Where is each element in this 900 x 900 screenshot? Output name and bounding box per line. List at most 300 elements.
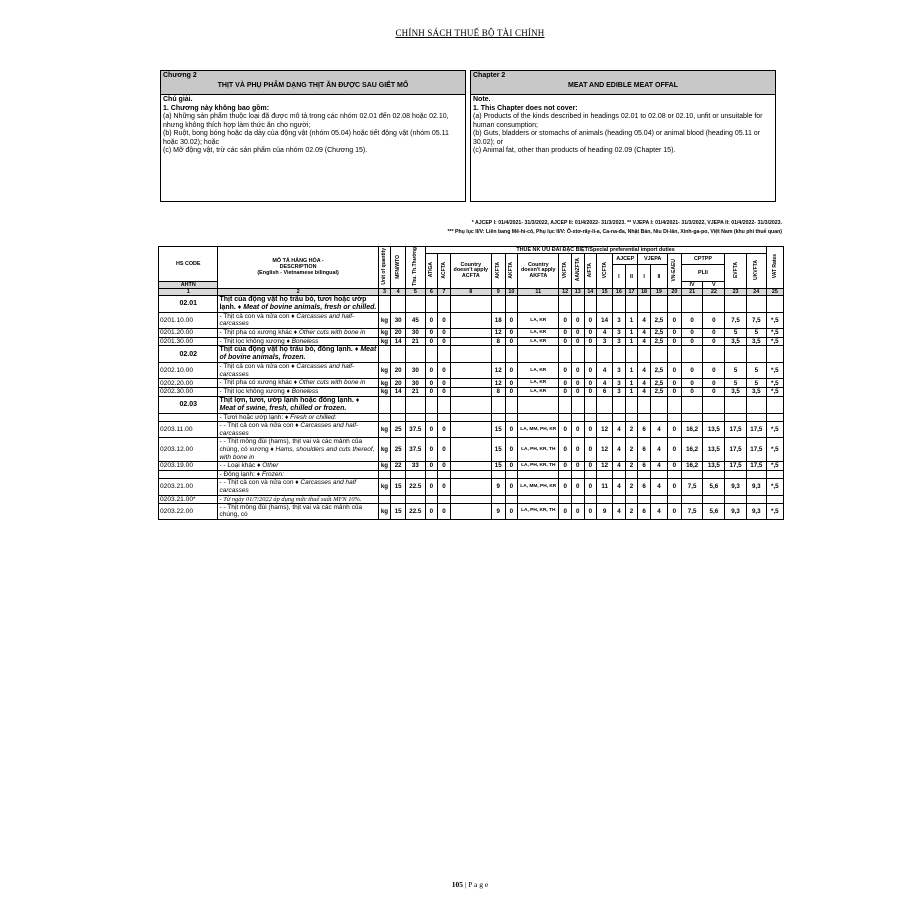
duty-cell: 7,5: [681, 479, 703, 495]
duty-cell: 2,5: [650, 337, 667, 346]
duty-cell: 0: [559, 312, 572, 328]
duty-cell: 4: [638, 388, 651, 397]
description-header: MÔ TẢ HÀNG HÓA - DESCRIPTION (English - Vietnamese bilingual): [218, 247, 378, 289]
duty-cell: 0: [425, 503, 438, 519]
duty-cell: *,5: [766, 422, 783, 438]
duty-cell: 0: [438, 337, 451, 346]
duty-cell: 13,5: [703, 422, 725, 438]
description-en: Hams, shoulders and cuts thereof, with bone in: [219, 445, 375, 461]
duty-cell: [491, 470, 505, 479]
duty-cell: [746, 396, 766, 413]
duty-cell: 12: [491, 379, 505, 388]
vkfta-header: VKFTA: [562, 261, 569, 279]
note-line: 1. Chương này không bao gồm:: [163, 104, 270, 112]
duty-cell: 2: [625, 422, 638, 438]
duty-cell: 4: [613, 422, 626, 438]
duty-cell: 20: [391, 329, 406, 338]
duty-cell: 6: [638, 503, 651, 519]
description-cell: Thịt lợn, tươi, ướp lạnh hoặc đông lạnh. ♦ Meat of swine, fresh, chilled or frozen.: [218, 396, 378, 413]
column-number: 9: [491, 288, 505, 295]
table-row: [159, 329, 784, 338]
duty-cell: 3: [613, 329, 626, 338]
duty-cell: [613, 295, 626, 312]
duty-cell: [559, 413, 572, 422]
duty-cell: [438, 470, 451, 479]
column-number: 22: [703, 288, 725, 295]
duty-cell: [766, 413, 783, 422]
duty-cell: [650, 346, 667, 363]
duty-cell: [406, 470, 425, 479]
duty-cell: [571, 346, 584, 363]
duty-cell: [746, 346, 766, 363]
chapter-title: MEAT AND EDIBLE MEAT OFFAL: [568, 81, 678, 89]
duty-cell: [725, 295, 747, 312]
duty-cell: [597, 346, 613, 363]
tariff-table-body: [159, 295, 784, 519]
country-akfta-header: Country doesn't apply AKFTA: [518, 254, 559, 289]
description-cell: - Thịt lọc không xương ♦ Boneless: [218, 337, 378, 346]
table-row: [159, 379, 784, 388]
duty-cell: [766, 396, 783, 413]
duty-cell: 3: [613, 312, 626, 328]
duty-cell: [584, 396, 597, 413]
duty-cell: 15: [491, 462, 505, 471]
duty-cell: 0: [425, 438, 438, 462]
duty-cell: kg: [378, 379, 391, 388]
document-page: [152, 22, 788, 894]
duty-cell: [681, 295, 703, 312]
duty-cell: [681, 346, 703, 363]
hs-code-header: HS CODE: [159, 247, 218, 282]
duty-cell: 1: [625, 312, 638, 328]
duty-cell: [438, 495, 451, 503]
description-en: Meat of bovine animals, frozen.: [219, 346, 377, 362]
duty-cell: [406, 295, 425, 312]
duty-cell: [766, 346, 783, 363]
duty-cell: *,5: [766, 503, 783, 519]
duty-cell: [518, 346, 559, 363]
ajcep-ii-header: II: [625, 265, 638, 289]
description-en: Boneless: [291, 388, 319, 395]
duty-cell: 16,2: [681, 438, 703, 462]
duty-cell: 0: [668, 329, 682, 338]
duty-cell: 0: [505, 337, 518, 346]
duty-cell: [597, 295, 613, 312]
duty-cell: 21: [406, 337, 425, 346]
duty-cell: 22: [391, 462, 406, 471]
description-vi: - - Loại khác: [219, 462, 256, 470]
duty-cell: 4: [638, 363, 651, 379]
description-vi: - Đông lạnh:: [219, 470, 255, 478]
duty-cell: LA, PH, KR, TH: [518, 462, 559, 471]
hs-code-cell: 02.01: [159, 295, 218, 312]
duty-cell: 0: [438, 388, 451, 397]
column-number: 2: [218, 288, 378, 295]
vcfta-header: VCFTA: [601, 261, 608, 279]
table-row: [159, 337, 784, 346]
duty-cell: [650, 396, 667, 413]
duty-cell: [650, 295, 667, 312]
duty-cell: [625, 396, 638, 413]
hs-code-cell: 0202.30.00: [159, 388, 218, 397]
duty-cell: [559, 346, 572, 363]
duty-cell: 4: [597, 379, 613, 388]
akfta2-header: AKFTA: [508, 261, 515, 279]
table-row: [159, 413, 784, 422]
duty-cell: [571, 295, 584, 312]
duty-cell: 0: [438, 462, 451, 471]
duty-cell: [406, 396, 425, 413]
duty-cell: 5: [746, 329, 766, 338]
duty-cell: 4: [638, 379, 651, 388]
duty-cell: [406, 413, 425, 422]
column-number: 12: [559, 288, 572, 295]
column-number: 4: [391, 288, 406, 295]
duty-cell: 9: [491, 479, 505, 495]
duty-cell: [391, 470, 406, 479]
duty-cell: 0: [425, 337, 438, 346]
vjepa-header: VJEPA: [638, 254, 668, 265]
table-row: [159, 503, 784, 519]
table-row: [159, 312, 784, 328]
duty-cell: 0: [425, 479, 438, 495]
duty-cell: 0: [703, 329, 725, 338]
table-row: [159, 346, 784, 363]
duty-cell: 0: [559, 379, 572, 388]
duty-cell: LA, MM, PH, KR: [518, 479, 559, 495]
duty-cell: [450, 479, 491, 495]
duty-cell: [681, 396, 703, 413]
duty-cell: 0: [668, 422, 682, 438]
duty-cell: [505, 495, 518, 503]
duty-cell: [725, 413, 747, 422]
duty-cell: 0: [703, 337, 725, 346]
duty-cell: 2: [625, 503, 638, 519]
note-line: (b) Guts, bladders or stomachs of animals (heading 05.04) or animal blood (heading 05.11 or 30.02); or: [473, 130, 761, 146]
duty-cell: 25: [391, 422, 406, 438]
duty-cell: [597, 413, 613, 422]
description-en: Meat of bovine animals, fresh or chilled.: [243, 303, 377, 311]
table-row: [159, 495, 784, 503]
table-row: [159, 388, 784, 397]
duty-cell: LA, PH, KR, TH: [518, 438, 559, 462]
duty-cell: [681, 413, 703, 422]
duty-cell: [597, 495, 613, 503]
description-vi: Thịt của động vật họ trâu bò, đông lạnh.: [219, 346, 353, 354]
duty-cell: [703, 396, 725, 413]
duty-cell: 0: [584, 479, 597, 495]
hs-code-cell: 0201.20.00: [159, 329, 218, 338]
note-line: (b) Ruột, bong bóng hoặc dạ dày của động vật (nhóm 05.04) hoặc tiết động vật (nhóm 05.11 hoặc 30.02); hoặc: [163, 130, 449, 146]
duty-cell: [613, 396, 626, 413]
chapter-label: Chương 2: [163, 72, 197, 79]
duty-cell: [450, 346, 491, 363]
duty-cell: LA, KR: [518, 337, 559, 346]
duty-cell: 5: [725, 379, 747, 388]
duty-cell: *,5: [766, 438, 783, 462]
table-row: [159, 363, 784, 379]
duty-cell: 6: [638, 462, 651, 471]
chapter-box-english: [470, 70, 776, 202]
vat-header: VAT Rates: [771, 254, 778, 279]
duty-cell: [638, 470, 651, 479]
duty-cell: 2,5: [650, 388, 667, 397]
column-number: 20: [668, 288, 682, 295]
duty-cell: [668, 413, 682, 422]
thth-header: Thu. Th.Thường: [412, 247, 419, 286]
duty-cell: [505, 346, 518, 363]
duty-cell: 0: [571, 503, 584, 519]
duty-cell: 4: [613, 462, 626, 471]
duty-cell: [725, 346, 747, 363]
table-row: [159, 396, 784, 413]
duty-cell: 45: [406, 312, 425, 328]
duty-cell: [518, 470, 559, 479]
duty-cell: [425, 346, 438, 363]
tariff-table: [158, 246, 784, 520]
duty-cell: [584, 295, 597, 312]
duty-cell: 0: [584, 388, 597, 397]
duty-cell: 5: [746, 363, 766, 379]
duty-cell: 4: [650, 479, 667, 495]
duty-cell: [668, 295, 682, 312]
footnote-annex: *** Phụ lục II/V: Liên bang Mê-hi-cô, Phụ lục II/V: Ô-xtơ-rây-li-a, Ca-na-đa, Nhật Bản, Niu Di-lân, Xinh-ga-po, Việt Nam (khu phi thuế quan): [447, 229, 782, 235]
duty-cell: [391, 413, 406, 422]
column-number: 3: [378, 288, 391, 295]
duty-cell: 9,3: [746, 479, 766, 495]
cptpp-iv-header: IV: [681, 281, 703, 288]
duty-cell: kg: [378, 337, 391, 346]
duty-cell: 6: [638, 422, 651, 438]
duty-cell: [559, 470, 572, 479]
duty-cell: 0: [668, 479, 682, 495]
duty-cell: 20: [391, 379, 406, 388]
duty-cell: [450, 462, 491, 471]
duty-cell: 15: [491, 422, 505, 438]
duty-cell: LA, KR: [518, 363, 559, 379]
duty-cell: [406, 346, 425, 363]
aanzfta-header: AANZFTA: [574, 258, 581, 282]
duty-cell: [766, 295, 783, 312]
hs-code-cell: 0202.10.00: [159, 363, 218, 379]
vneaeu-header: VN-EAEU: [671, 258, 678, 282]
duty-cell: 0: [425, 379, 438, 388]
duty-cell: 0: [668, 388, 682, 397]
duty-cell: *,5: [766, 462, 783, 471]
column-number: 17: [625, 288, 638, 295]
atiga-header: ATIGA: [428, 262, 435, 278]
duty-cell: 2,5: [650, 363, 667, 379]
duty-cell: 0: [438, 363, 451, 379]
duty-cell: [559, 396, 572, 413]
duty-cell: 0: [571, 337, 584, 346]
duty-cell: 20: [391, 363, 406, 379]
duty-cell: 37.5: [406, 438, 425, 462]
table-row: [159, 462, 784, 471]
duty-cell: 3,5: [746, 388, 766, 397]
duty-cell: [378, 295, 391, 312]
hs-code-cell: 0203.22.00: [159, 503, 218, 519]
description-vi: - - Thịt mông đùi (hams), thịt vai và các mảnh của chúng, có: [219, 503, 363, 519]
duty-cell: [725, 396, 747, 413]
duty-cell: 0: [571, 312, 584, 328]
description-vi: - Thịt lọc không xương: [219, 337, 285, 345]
duty-cell: 7,5: [681, 503, 703, 519]
duty-cell: kg: [378, 388, 391, 397]
description-en: Carcasses and half carcasses: [219, 479, 357, 494]
duty-cell: [650, 470, 667, 479]
duty-cell: 3,5: [746, 337, 766, 346]
duty-cell: 0: [425, 329, 438, 338]
column-number: 25: [766, 288, 783, 295]
duty-cell: 16,2: [681, 462, 703, 471]
duty-cell: 0: [584, 379, 597, 388]
hs-code-cell: 0203.12.00: [159, 438, 218, 462]
hs-code-cell: 02.03: [159, 396, 218, 413]
duty-cell: 13,5: [703, 438, 725, 462]
duty-cell: 0: [584, 422, 597, 438]
duty-cell: 37.5: [406, 422, 425, 438]
chapter-title: THỊT VÀ PHỤ PHẨM DẠNG THỊT ĂN ĐƯỢC SAU GIẾT MỔ: [217, 81, 409, 89]
duty-cell: 9,3: [725, 479, 747, 495]
duty-cell: [625, 413, 638, 422]
description-vi: - - Thịt mông đùi (hams), thịt vai và các mảnh của chúng, có xương: [219, 438, 363, 453]
duty-cell: [450, 379, 491, 388]
duty-cell: [668, 346, 682, 363]
duty-cell: [746, 495, 766, 503]
duty-cell: 22.5: [406, 479, 425, 495]
duty-cell: [505, 470, 518, 479]
description-cell: - Thịt lọc không xương ♦ Boneless: [218, 388, 378, 397]
description-cell: [218, 503, 378, 519]
duty-cell: 18: [491, 312, 505, 328]
ukvfta-header: UKVFTA: [753, 259, 760, 280]
duty-cell: [425, 470, 438, 479]
duty-cell: [450, 363, 491, 379]
duty-cell: 12: [491, 329, 505, 338]
duty-cell: [450, 295, 491, 312]
ajcep-i-header: I: [613, 265, 626, 289]
duty-cell: 5,6: [703, 503, 725, 519]
duty-cell: 4: [597, 329, 613, 338]
duty-cell: 0: [505, 363, 518, 379]
duty-cell: 0: [425, 462, 438, 471]
description-vi: Thịt của động vật họ trâu bò, tươi hoặc ướp lạnh.: [219, 295, 367, 311]
note-line: (c) Mỡ động vật, trừ các sản phẩm của nhóm 02.09 (Chương 15).: [163, 147, 368, 154]
table-row: [159, 422, 784, 438]
duty-cell: [518, 413, 559, 422]
duty-cell: 17,5: [725, 462, 747, 471]
duty-cell: 0: [668, 312, 682, 328]
duty-cell: 0: [438, 422, 451, 438]
description-vi: - Thịt cả con và nửa con: [219, 363, 290, 371]
duty-cell: 22.5: [406, 503, 425, 519]
duty-cell: [559, 295, 572, 312]
duty-cell: [438, 295, 451, 312]
note-label: Chú giải.: [163, 96, 193, 103]
duty-cell: 0: [559, 337, 572, 346]
hs-code-cell: 0203.21.00: [159, 479, 218, 495]
duty-cell: [571, 413, 584, 422]
duty-cell: 14: [597, 312, 613, 328]
duty-cell: 6: [597, 388, 613, 397]
duty-cell: [425, 495, 438, 503]
description-cell: - - Thịt cả con và nửa con ♦ Carcasses and half-carcasses: [218, 422, 378, 438]
duty-cell: 4: [597, 363, 613, 379]
duty-cell: 0: [584, 438, 597, 462]
duty-cell: [638, 346, 651, 363]
column-number: 21: [681, 288, 703, 295]
column-number: 7: [438, 288, 451, 295]
duty-cell: [450, 422, 491, 438]
duty-cell: [450, 388, 491, 397]
hs-code-cell: 0201.10.00: [159, 312, 218, 328]
duty-cell: 0: [584, 329, 597, 338]
duty-cell: 6: [638, 438, 651, 462]
description-cell: - Từ ngày 01/7/2022 áp dụng mức thuế suất MFN 10%.: [218, 495, 378, 503]
duty-cell: 0: [505, 479, 518, 495]
description-en: Carcasses and half-carcasses: [219, 312, 355, 328]
duty-cell: kg: [378, 312, 391, 328]
duty-cell: 0: [703, 363, 725, 379]
duty-cell: [746, 470, 766, 479]
duty-cell: 3: [597, 337, 613, 346]
duty-cell: 21: [406, 388, 425, 397]
note-line: 1. This Chapter does not cover:: [473, 104, 578, 112]
duty-cell: kg: [378, 479, 391, 495]
column-number: 8: [450, 288, 491, 295]
description-cell: - Thịt pha có xương khác ♦ Other cuts with bone in: [218, 329, 378, 338]
duty-cell: 0: [505, 462, 518, 471]
duty-cell: [766, 470, 783, 479]
page-number: 105 | P a g e: [451, 880, 489, 889]
duty-cell: 5: [746, 379, 766, 388]
duty-cell: 0: [703, 379, 725, 388]
duty-cell: LA, KR: [518, 388, 559, 397]
description-en: Meat of swine, fresh, chilled or frozen.: [219, 404, 347, 412]
duty-cell: [391, 396, 406, 413]
duty-cell: [491, 295, 505, 312]
duty-cell: 0: [681, 337, 703, 346]
duty-cell: [559, 495, 572, 503]
duty-cell: *,5: [766, 337, 783, 346]
description-en: Other cuts with bone in: [298, 329, 366, 337]
duty-cell: [638, 396, 651, 413]
duty-cell: 2,5: [650, 379, 667, 388]
duty-cell: [425, 295, 438, 312]
column-number: 1: [159, 288, 218, 295]
duty-cell: [571, 495, 584, 503]
duty-cell: [597, 470, 613, 479]
duty-cell: [613, 346, 626, 363]
duty-cell: 0: [571, 363, 584, 379]
duty-cell: [613, 495, 626, 503]
duty-cell: 3: [613, 363, 626, 379]
duty-cell: 0: [438, 329, 451, 338]
table-row: [159, 295, 784, 312]
duty-cell: 30: [406, 363, 425, 379]
duty-cell: 17,5: [746, 438, 766, 462]
duty-cell: 33: [406, 462, 425, 471]
duty-cell: 4: [613, 479, 626, 495]
column-number: 23: [725, 288, 747, 295]
duty-cell: 0: [571, 379, 584, 388]
description-cell: - Đông lạnh: ♦ Frozen:: [218, 470, 378, 479]
duty-cell: 0: [668, 363, 682, 379]
duty-cell: [425, 413, 438, 422]
duty-cell: 0: [584, 312, 597, 328]
duty-cell: 11: [597, 479, 613, 495]
